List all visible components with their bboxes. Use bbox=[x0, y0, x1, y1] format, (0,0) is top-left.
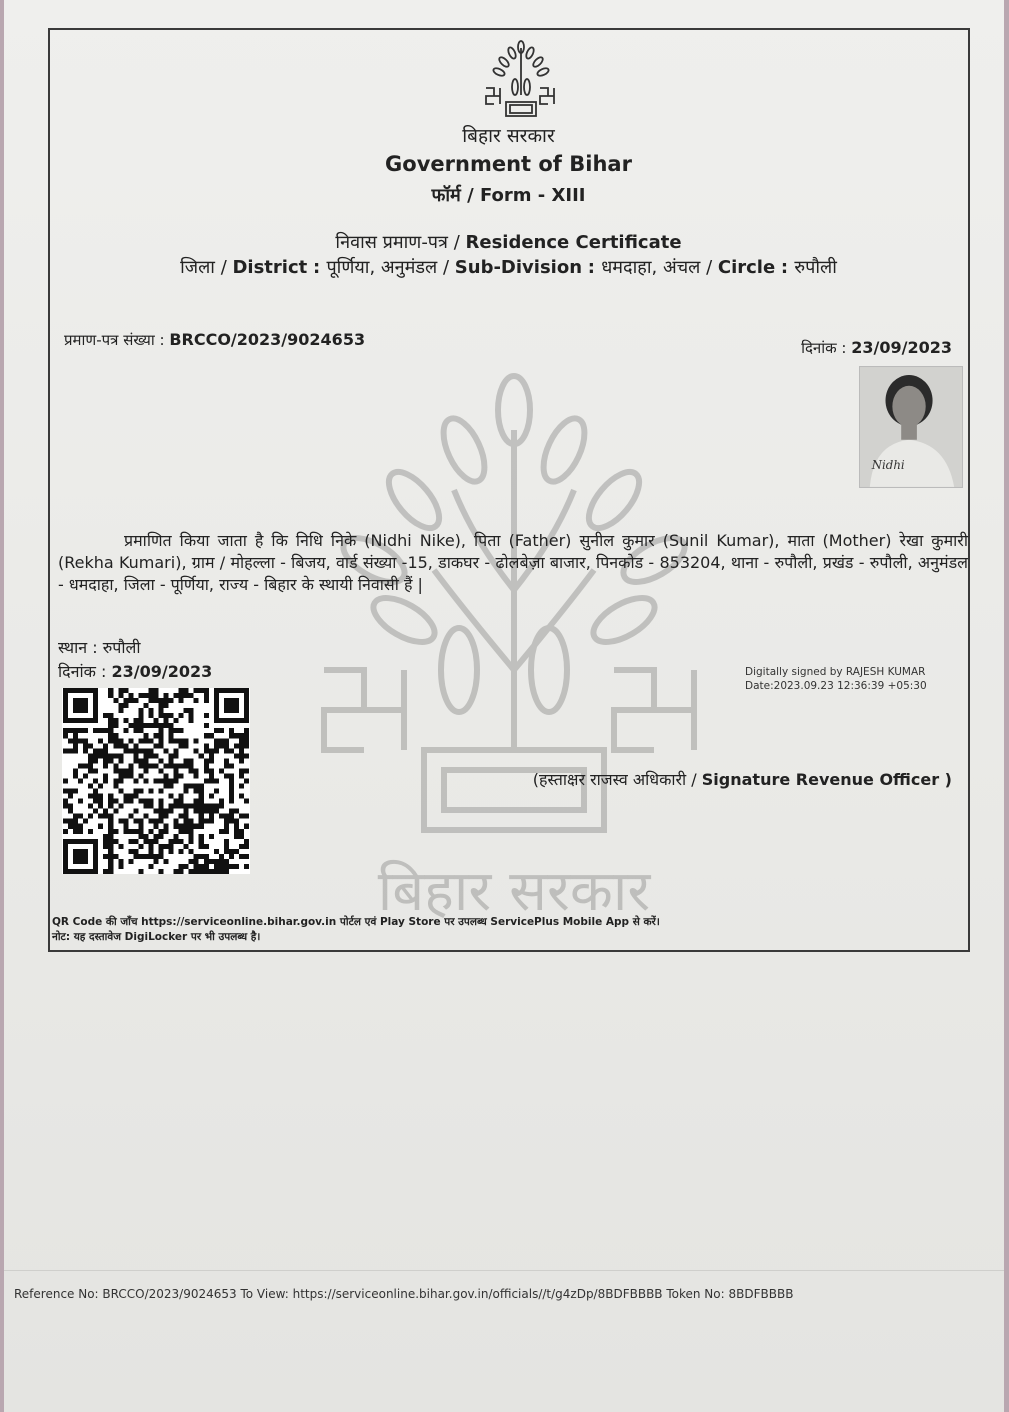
issue-date bbox=[801, 338, 952, 358]
bihar-emblem-watermark bbox=[314, 370, 714, 930]
photo-signature: Nidhi bbox=[871, 458, 905, 473]
watermark-text: बिहार सरकार bbox=[377, 859, 651, 924]
subdivision-label-hindi: अनुमंडल bbox=[380, 257, 438, 278]
certificate-number-label: प्रमाण-पत्र संख्या : bbox=[64, 331, 165, 349]
signatory-role bbox=[533, 768, 952, 790]
certificate-statement: प्रमाणित किया जाता है कि निधि निके (Nidhi Nike), पिता (Father) सुनील कुमार (Sunil Kumar), माता (Mother) रेखा कुमारी (Rekha Kumari), ग्राम / मोहल्ला - बिजय, वार्ड संख्या -15, डाकघर - ढोलबेज़ा बाजार, पिनकोड - 853204, थाना - रुपौली, प्रखंड - रुपौली, अनुमंडल - धमदाहा, जिला - पूर्णिया, राज्य - बिहार के स्थायी निवासी हैं | bbox=[58, 531, 968, 594]
certificate-number bbox=[64, 330, 365, 350]
district-label-hindi: जिला bbox=[180, 257, 215, 278]
circle-label: Circle bbox=[717, 257, 776, 278]
form-label: Form - XIII bbox=[479, 185, 586, 206]
reference-line: Reference No: BRCCO/2023/9024653 To View: https://serviceonline.bihar.gov.in/officials//t/g4zDp/8BDFBBBB Token No: 8BDFBBBB bbox=[14, 1287, 794, 1301]
certificate-type-hindi: निवास प्रमाण-पत्र bbox=[335, 232, 448, 253]
footer-date-label: दिनांक : bbox=[58, 662, 107, 681]
form-number: फॉर्म / Form - XIII bbox=[431, 185, 586, 206]
subdivision-label: Sub-Division bbox=[454, 257, 583, 278]
qr-verification-note bbox=[52, 915, 660, 945]
subdivision-value: धमदाहा, bbox=[601, 257, 658, 278]
place bbox=[58, 636, 141, 658]
signatory-role-english: Signature Revenue Officer ) bbox=[701, 770, 952, 789]
qr-note-line-2: नोट: यह दस्तावेज DigiLocker पर भी उपलब्ध है। bbox=[52, 931, 261, 943]
footer-divider bbox=[4, 1270, 1004, 1271]
circle-value: रुपौली bbox=[794, 257, 837, 278]
signatory-role-hindi: (हस्ताक्षर राजस्व अधिकारी / bbox=[532, 770, 697, 789]
qr-code[interactable] bbox=[62, 688, 250, 874]
certificate-paper bbox=[4, 0, 1004, 1412]
qr-note-line-1: QR Code की जाँच https://serviceonline.bihar.gov.in पोर्टल एवं Play Store पर उपलब्ध ServicePlus Mobile App से करें। bbox=[52, 916, 660, 928]
form-label-hindi: फॉर्म bbox=[431, 185, 461, 206]
applicant-photo bbox=[859, 366, 963, 488]
bihar-emblem-icon bbox=[482, 40, 560, 120]
footer-date-value: 23/09/2023 bbox=[111, 662, 213, 681]
govt-title-hindi: बिहार सरकार bbox=[462, 125, 555, 147]
certificate-number-value: BRCCO/2023/9024653 bbox=[169, 330, 366, 349]
place-label: स्थान : bbox=[58, 638, 98, 657]
jurisdiction-line: जिला / District : पूर्णिया, अनुमंडल / Sub-Division : धमदाहा, अंचल / Circle : रुपौली bbox=[180, 257, 837, 278]
digital-signature-date: Date:2023.09.23 12:36:39 +05:30 bbox=[745, 680, 927, 692]
place-value: रुपौली bbox=[102, 638, 141, 657]
district-value: पूर्णिया, bbox=[326, 257, 376, 278]
certificate-type: निवास प्रमाण-पत्र / Residence Certificate bbox=[335, 232, 682, 253]
circle-label-hindi: अंचल bbox=[662, 257, 701, 278]
issue-date-value: 23/09/2023 bbox=[851, 338, 952, 357]
digital-signature bbox=[745, 665, 927, 693]
govt-title-english: Government of Bihar bbox=[385, 152, 632, 176]
certificate-type-english: Residence Certificate bbox=[465, 232, 682, 253]
digital-signature-signer: Digitally signed by RAJESH KUMAR bbox=[745, 666, 926, 678]
issue-date-label: दिनांक : bbox=[801, 339, 847, 357]
district-label: District bbox=[232, 257, 308, 278]
footer-date bbox=[58, 660, 212, 682]
